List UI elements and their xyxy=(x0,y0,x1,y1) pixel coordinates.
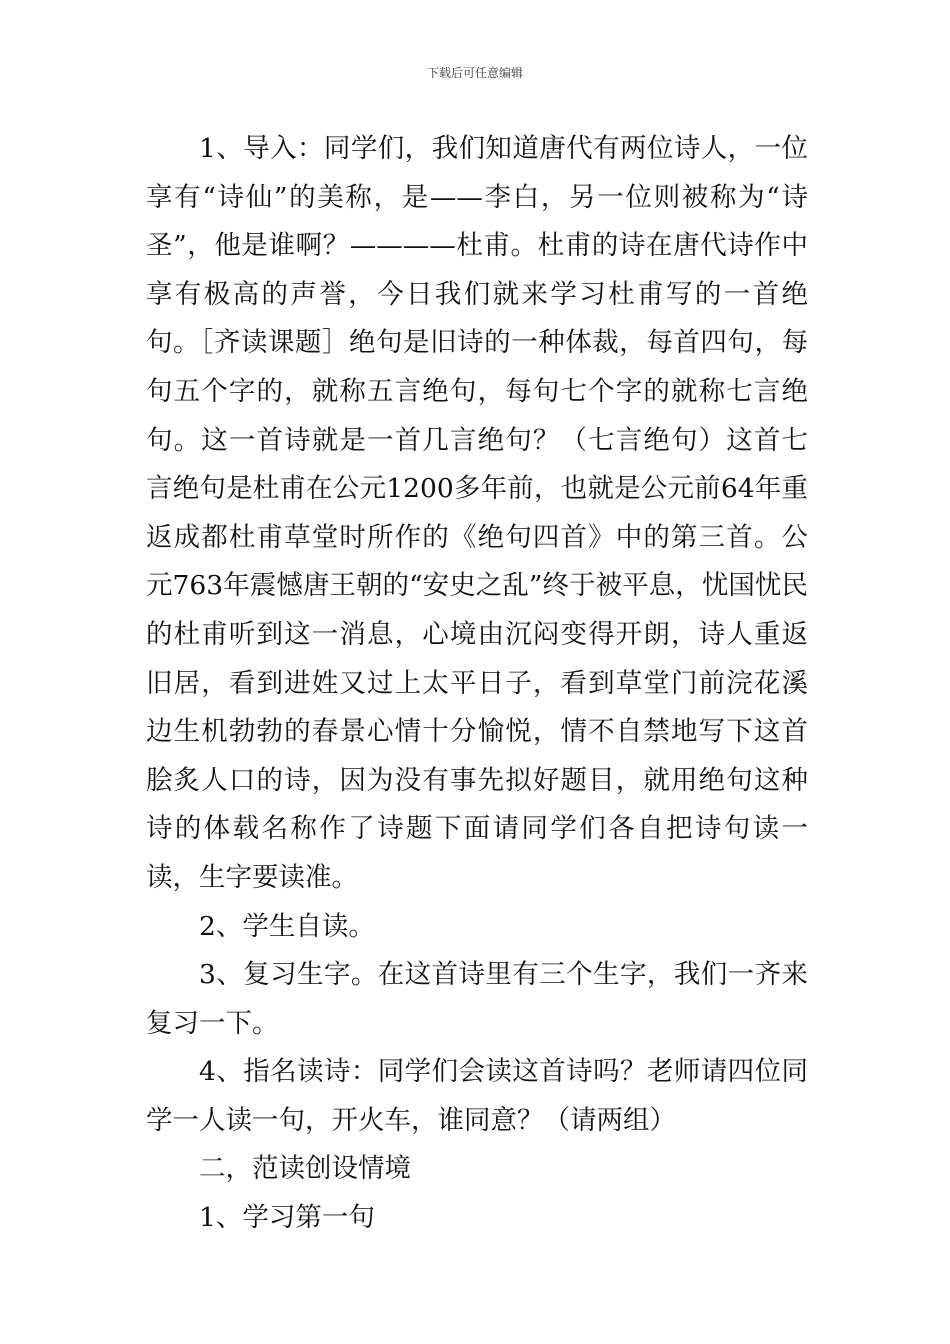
section-heading-model-reading: 二，范读创设情境 xyxy=(199,1153,411,1185)
paragraph-self-reading: 2、学生自读。 xyxy=(199,910,375,942)
document-body xyxy=(146,125,808,1243)
paragraph-intro: 1、导入：同学们，我们知道唐代有两位诗人，一位享有“诗仙”的美称，是——李白，另一位则被称为“诗圣”，他是谁啊？————杜甫。杜甫的诗在唐代诗作中享有极高的声誉，今日我们就来学习杜甫写的一首绝句。［齐读课题］绝句是旧诗的一种体裁，每首四句，每句五个字的，就称五言绝句，每句七个字的就称七言绝句。这一首诗就是一首几言绝句？（七言绝句）这首七言绝句是杜甫在公元1200多年前，也就是公元前64年重返成都杜甫草堂时所作的《绝句四首》中的第三首。公元763年震憾唐王朝的“安史之乱”终于被平息，忧国忧民的杜甫听到这一消息，心境由沉闷变得开朗，诗人重返旧居，看到进姓又过上太平日子，看到草堂门前浣花溪边生机勃勃的春景心情十分愉悦，情不自禁地写下这首脍炙人口的诗，因为没有事先拟好题目，就用绝句这种诗的体载名称作了诗题下面请同学们各自把诗句读一读，生字要读准。 xyxy=(146,133,808,893)
paragraph-review-characters: 3、复习生字。在这首诗里有三个生字，我们一齐来复习一下。 xyxy=(146,959,808,1039)
page-header-note: 下载后可任意编辑 xyxy=(426,66,523,80)
paragraph-first-line: 1、学习第一句 xyxy=(199,1202,375,1234)
paragraph-named-reading: 4、指名读诗：同学们会读这首诗吗？老师请四位同学一人读一句，开火车，谁同意？（请两组） xyxy=(146,1056,808,1136)
